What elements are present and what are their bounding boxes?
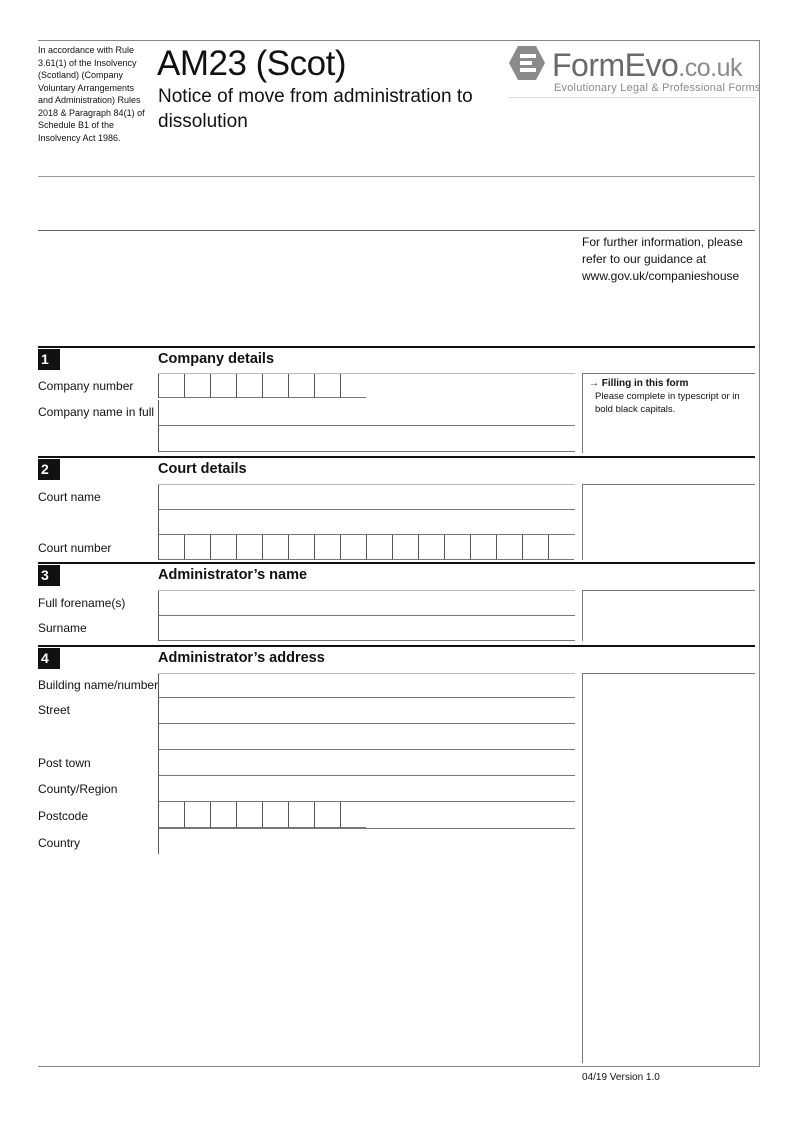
- section-1-title: Company details: [158, 351, 275, 367]
- court-number-cell[interactable]: [314, 535, 340, 560]
- court-number-cell[interactable]: [522, 535, 548, 560]
- court-number-cell[interactable]: [262, 535, 288, 560]
- guidance-body: Please complete in typescript or in bold black capitals.: [595, 391, 740, 415]
- court-number-cell[interactable]: [288, 535, 314, 560]
- postcode-cell[interactable]: [288, 802, 314, 828]
- section-4-bar: [38, 645, 755, 647]
- country-field[interactable]: [158, 828, 575, 854]
- section-4-side-box: [582, 673, 755, 1063]
- section-1-line: [158, 373, 575, 374]
- guidance-box: [582, 373, 755, 453]
- building-label: Building name/number: [38, 678, 159, 692]
- section-3-bar: [38, 562, 755, 564]
- court-name-field-line-2[interactable]: [158, 510, 575, 535]
- logo-divider: [508, 97, 756, 98]
- court-number-cell[interactable]: [496, 535, 522, 560]
- postcode-cell[interactable]: [262, 802, 288, 828]
- surname-field[interactable]: [158, 616, 575, 641]
- court-number-cell[interactable]: [236, 535, 262, 560]
- logo-tagline: Evolutionary Legal & Professional Forms: [554, 82, 761, 94]
- company-number-cell[interactable]: [184, 374, 210, 398]
- post-town-label: Post town: [38, 756, 91, 770]
- section-2-title: Court details: [158, 461, 247, 477]
- court-number-field[interactable]: [158, 535, 574, 560]
- formevo-logo-icon: [508, 45, 546, 81]
- company-name-field-line-2[interactable]: [158, 426, 575, 452]
- section-3-number: 3: [38, 565, 60, 586]
- street-field-line-1[interactable]: [158, 698, 575, 724]
- postcode-cell[interactable]: [236, 802, 262, 828]
- company-number-cell[interactable]: [314, 374, 340, 398]
- header-divider: [38, 176, 755, 177]
- forenames-field[interactable]: [158, 591, 575, 616]
- section-4-number: 4: [38, 648, 60, 669]
- section-3-title: Administrator’s name: [158, 567, 308, 583]
- company-name-field-line-1[interactable]: [158, 400, 575, 426]
- postcode-cell[interactable]: [184, 802, 210, 828]
- court-number-cell[interactable]: [158, 535, 184, 560]
- section-3-side-box: [582, 590, 755, 641]
- company-number-label: Company number: [38, 379, 134, 393]
- company-name-label: Company name in full: [38, 405, 155, 419]
- company-number-cell[interactable]: [210, 374, 236, 398]
- court-name-label: Court name: [38, 490, 101, 504]
- postcode-cell[interactable]: [314, 802, 340, 828]
- section-2-number: 2: [38, 459, 60, 480]
- court-number-cell[interactable]: [470, 535, 496, 560]
- guidance-heading: [589, 378, 688, 389]
- court-number-cell[interactable]: [210, 535, 236, 560]
- logo-name: FormEvo: [552, 47, 679, 83]
- form-title: Notice of move from administration to dissolution: [158, 86, 473, 132]
- formevo-logo: [508, 45, 761, 101]
- company-number-cell[interactable]: [288, 374, 314, 398]
- court-number-cell[interactable]: [444, 535, 470, 560]
- footer-divider: [38, 1066, 760, 1067]
- court-name-field-line-1[interactable]: [158, 485, 575, 510]
- postcode-field[interactable]: [158, 802, 366, 828]
- section-2-side-box: [582, 484, 755, 560]
- guidance-divider: [38, 230, 755, 231]
- court-number-cell[interactable]: [548, 535, 574, 560]
- county-field[interactable]: [158, 776, 575, 802]
- surname-label: Surname: [38, 621, 87, 635]
- postcode-cell[interactable]: [210, 802, 236, 828]
- statutory-note: In accordance with Rule 3.61(1) of the Insolvency (Scotland) (Company Voluntary Arrangements and Administration) Rules 2018 & Paragraph 84(1) of Schedule B1 of the Insolvency Act 1986.: [38, 45, 145, 143]
- company-number-cell[interactable]: [158, 374, 184, 398]
- form-code: AM23 (Scot): [157, 44, 346, 83]
- section-1-number: 1: [38, 349, 60, 370]
- street-label: Street: [38, 703, 71, 717]
- court-number-cell[interactable]: [184, 535, 210, 560]
- company-number-cell[interactable]: [340, 374, 366, 398]
- company-number-cell[interactable]: [236, 374, 262, 398]
- guidance-heading-text: Filling in this form: [601, 378, 689, 389]
- forenames-label: Full forename(s): [38, 596, 126, 610]
- section-4-title: Administrator’s address: [158, 650, 325, 666]
- logo-wordmark: [552, 47, 742, 86]
- company-number-cell[interactable]: [262, 374, 288, 398]
- building-field[interactable]: [158, 674, 575, 698]
- country-label: Country: [38, 836, 81, 850]
- version-label: 04/19 Version 1.0: [582, 1072, 660, 1083]
- arrow-right-icon: →: [589, 378, 599, 389]
- court-number-label: Court number: [38, 541, 112, 555]
- postcode-cell[interactable]: [340, 802, 366, 828]
- postcode-cell[interactable]: [158, 802, 184, 828]
- postcode-label: Postcode: [38, 809, 89, 823]
- court-number-cell[interactable]: [392, 535, 418, 560]
- street-field-line-2[interactable]: [158, 724, 575, 750]
- post-town-field[interactable]: [158, 750, 575, 776]
- company-number-field[interactable]: [158, 374, 366, 398]
- further-information-note: For further information, please refer to our guidance at www.gov.uk/companieshouse: [582, 235, 743, 283]
- court-number-cell[interactable]: [340, 535, 366, 560]
- section-2-bar: [38, 456, 755, 458]
- logo-domain: .co.uk: [678, 54, 742, 82]
- section-1-bar: [38, 346, 755, 348]
- court-number-cell[interactable]: [366, 535, 392, 560]
- county-label: County/Region: [38, 782, 118, 796]
- court-number-cell[interactable]: [418, 535, 444, 560]
